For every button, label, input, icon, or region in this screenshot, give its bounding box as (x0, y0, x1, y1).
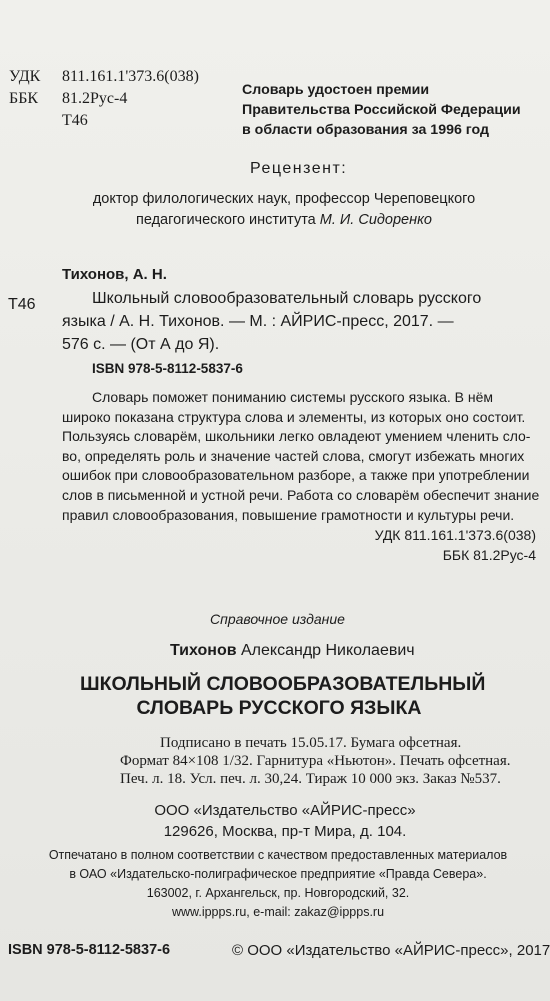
annotation-line: Пользуясь словарём, школьники легко овладеют умением членить сло- (62, 428, 531, 445)
prize-line: Словарь удостоен премии (242, 82, 430, 98)
udk-right-line: УДК 811.161.1'373.6(038) (374, 527, 536, 543)
annotation-line: Словарь поможет пониманию системы русского языка. В нём (92, 389, 494, 405)
reviewer-line: педагогического института (136, 212, 320, 228)
reviewer-info (84, 189, 484, 231)
udk-block (9, 66, 199, 132)
title-line: СЛОВАРЬ РУССКОГО ЯЗЫКА (136, 697, 422, 719)
imprint-details (120, 734, 511, 788)
annotation (62, 388, 539, 525)
imprint-line: Печ. л. 18. Усл. печ. л. 30,24. Тираж 10 000 экз. Заказ №537. (120, 771, 501, 787)
printing-line: Отпечатано в полном соответствии с качеством предоставленных материалов (48, 848, 508, 862)
bib-line: языка / А. Н. Тихонов. — М. : АЙРИС-пресс, 2017. — (62, 313, 454, 330)
bib-code: Т46 (8, 296, 36, 313)
isbn-bottom: ISBN 978-5-8112-5837-6 (8, 942, 171, 958)
printing-info (48, 846, 508, 922)
bbk-key: ББК (9, 90, 39, 107)
udk-right (375, 525, 536, 565)
reviewer-line: доктор филологических наук, профессор Череповецкого (92, 191, 476, 207)
reviewer-name: М. И. Сидоренко (319, 212, 432, 228)
bib-line: 576 с. — (От А до Я). (62, 336, 220, 353)
printing-line: в ОАО «Издательско-полиграфическое предприятие «Правда Севера». (69, 867, 487, 881)
udk-value: 811.161.1'373.6(038) (62, 68, 199, 85)
publisher-line: ООО «Издательство «АЙРИС-пресс» (154, 802, 416, 819)
annotation-line: слов в письменной и устной речи. Работа со словарём обеспечит знание (62, 486, 540, 503)
author-surname: Тихонов (170, 642, 237, 659)
author-code: Т46 (62, 112, 88, 129)
bibliographic-description (62, 287, 481, 356)
publisher-address: 129626, Москва, пр-т Мира, д. 104. (163, 823, 407, 840)
book-title (80, 672, 486, 720)
prize-line: в области образования за 1996 год (242, 122, 490, 138)
author-heading: Тихонов, А. Н. (62, 266, 167, 283)
annotation-line: правил словообразования, повышение грамотности и культуры речи. (62, 506, 515, 523)
printing-contacts: www.ippps.ru, e-mail: zakaz@ippps.ru (171, 905, 385, 919)
annotation-line: ошибок при словообразовательном разборе, а также при употреблении (62, 467, 530, 484)
publisher-info (150, 800, 420, 842)
prize-note (242, 80, 521, 140)
author-given-names: Александр Николаевич (236, 642, 415, 659)
udk-key: УДК (9, 68, 41, 85)
annotation-line: широко показана структура слова и элементы, из которых оно состоит. (62, 408, 526, 425)
prize-line: Правительства Российской Федерации (242, 102, 521, 118)
reference-label: Справочное издание (210, 611, 345, 627)
imprint-line: Подписано в печать 15.05.17. Бумага офсетная. (160, 735, 462, 751)
bib-line: Школьный словообразовательный словарь русского (92, 290, 482, 307)
printing-line: 163002, г. Архангельск, пр. Новгородский, 32. (146, 886, 410, 900)
title-line: ШКОЛЬНЫЙ СЛОВООБРАЗОВАТЕЛЬНЫЙ (80, 673, 486, 695)
copyright: © ООО «Издательство «АЙРИС-пресс», 2017 (232, 942, 550, 959)
annotation-line: во, определять роль и значение частей слова, смогут избежать многих (62, 447, 525, 464)
author-full-name (170, 642, 415, 660)
imprint-line: Формат 84×108 1/32. Гарнитура «Ньютон». Печать офсетная. (120, 753, 511, 769)
bbk-right-line: ББК 81.2Рус-4 (442, 547, 536, 563)
bbk-value: 81.2Рус-4 (62, 90, 128, 107)
reviewer-heading: Рецензент: (250, 160, 348, 177)
isbn-top: ISBN 978-5-8112-5837-6 (92, 361, 243, 376)
